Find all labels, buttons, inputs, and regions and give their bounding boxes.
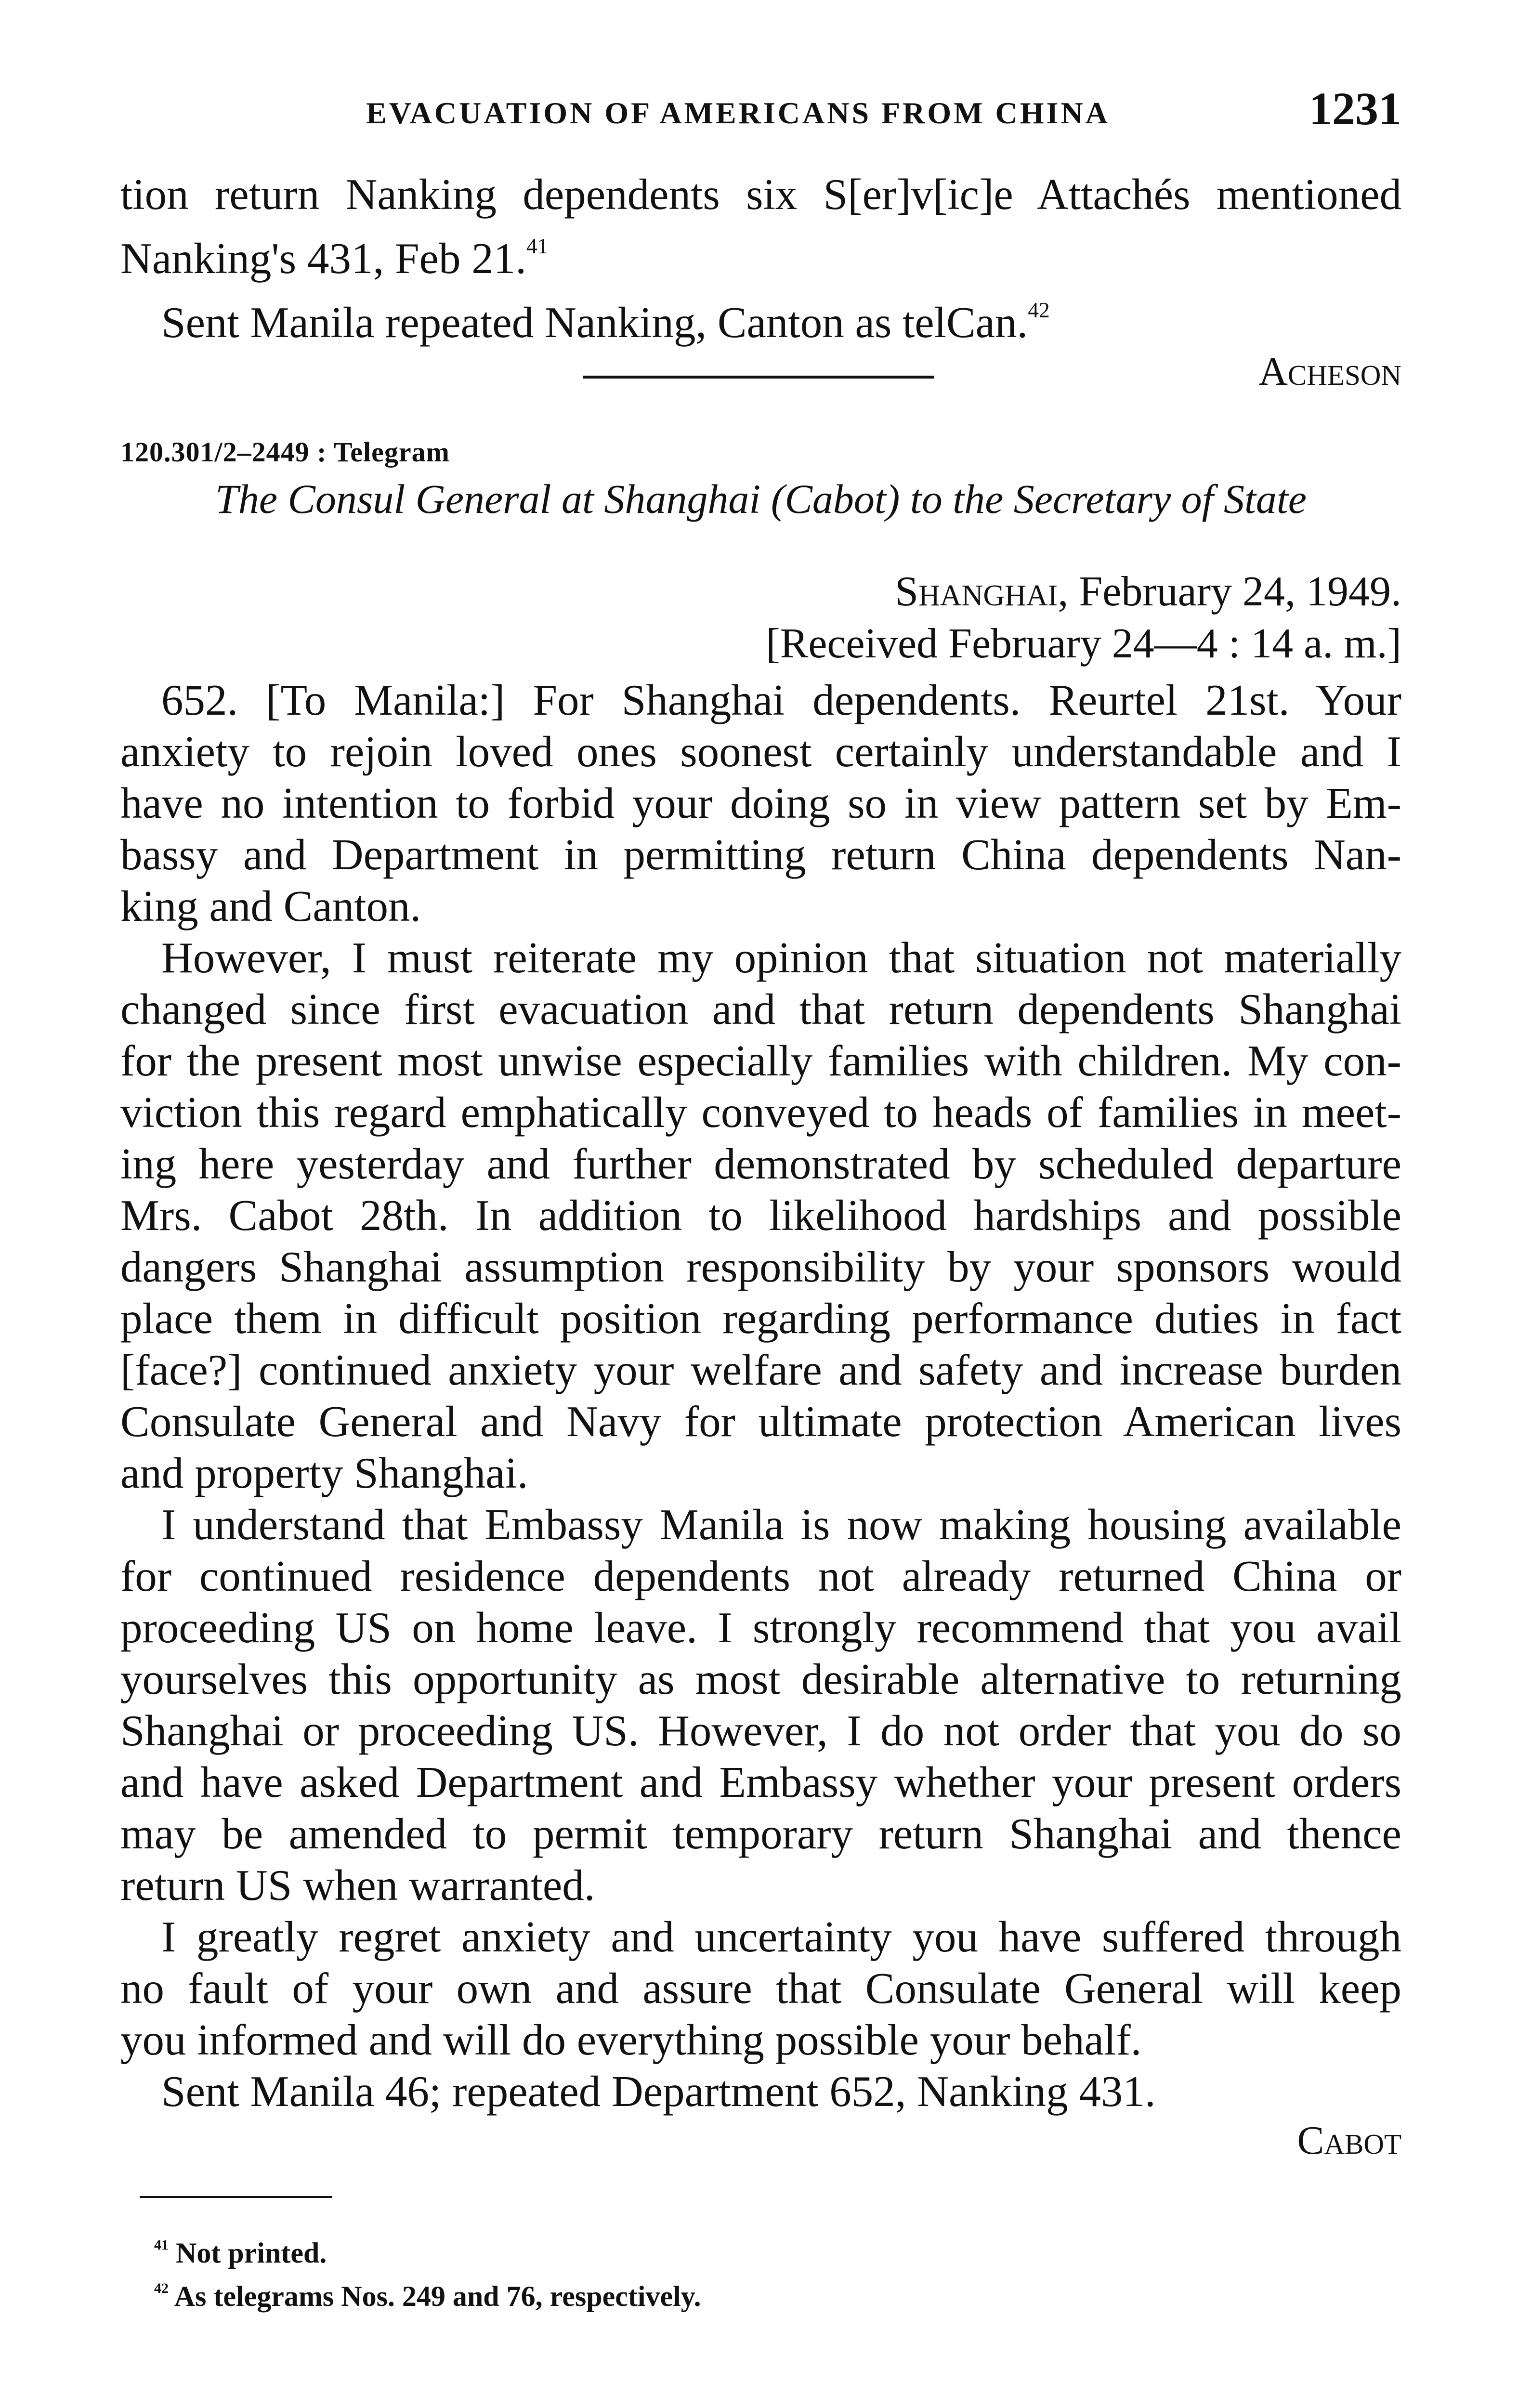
text-line: and have asked Department and Embassy whether your present orders <box>120 1758 1401 1806</box>
signature-cabot: Cabot <box>1297 2118 1401 2163</box>
text-line: However, I must reiterate my opinion that situation not materially <box>161 933 1401 982</box>
signature-acheson: Acheson <box>1258 349 1401 394</box>
text-line: yourselves this opportunity as most desirable alternative to returning <box>120 1655 1401 1703</box>
footnote-divider <box>140 2196 332 2198</box>
dateline-block <box>120 566 1401 670</box>
dateline-date: February 24, 1949. <box>1079 568 1401 615</box>
text-line: Consulate General and Navy for ultimate protection American lives <box>120 1397 1401 1446</box>
text-line: dangers Shanghai assumption responsibility by your sponsors would <box>120 1243 1401 1291</box>
text-line: king and Canton. <box>120 882 421 930</box>
text-line: return US when warranted. <box>120 1861 595 1910</box>
paragraph-5 <box>120 2066 1401 2117</box>
footnote-ref: 41 <box>526 234 549 258</box>
received-line: [Received February 24—4 : 14 a. m.] <box>766 620 1401 667</box>
paragraph-2 <box>120 932 1401 1499</box>
footnotes <box>154 2227 701 2314</box>
text-line: no fault of your own and assure that Consulate General will keep <box>120 1964 1401 2013</box>
footnote-mark: 42 <box>154 2280 169 2296</box>
text-line: may be amended to permit temporary return Shanghai and thence <box>120 1809 1401 1858</box>
paragraph-3 <box>120 1499 1401 1911</box>
text-line: you informed and will do everything possible your behalf. <box>120 2015 1142 2064</box>
text-line: 652. [To Manila:] For Shanghai dependents. Reurtel 21st. Your <box>161 676 1401 724</box>
dateline <box>120 566 1401 618</box>
text-line: and property Shanghai. <box>120 1449 528 1497</box>
text-line: Sent Manila 46; repeated Department 652, Nanking 431. <box>161 2067 1156 2116</box>
footnote-ref: 42 <box>1028 297 1050 322</box>
text-line: ing here yesterday and further demonstrated by scheduled departure <box>120 1139 1401 1188</box>
previous-document-end <box>120 169 1401 395</box>
paragraph-1 <box>120 674 1401 932</box>
telegram-header <box>120 436 1401 523</box>
footnote: $^{41}$ Not printed. <box>154 2237 327 2269</box>
page-number: 1231 <box>1309 83 1401 134</box>
document-title: The Consul General at Shanghai (Cabot) to the Secretary of State <box>215 476 1307 522</box>
text-line: tion return Nanking dependents six S[er]v[ic]e Attachés mentioned <box>120 170 1401 219</box>
footnote: $^{42}$ As telegrams Nos. 249 and 76, respectively. <box>154 2280 701 2312</box>
text-line: for the present most unwise especially families with children. My con- <box>120 1036 1401 1085</box>
text-line: bassy and Department in permitting return China dependents Nan- <box>120 830 1401 879</box>
text-line: viction this regard emphatically conveyed to heads of families in meet- <box>120 1088 1401 1137</box>
section-divider <box>583 376 934 379</box>
footnote-mark: 41 <box>154 2237 169 2253</box>
text-line: place them in difficult position regarding performance duties in fact <box>120 1294 1401 1343</box>
text-line: Shanghai or proceeding US. However, I do not order that you do so <box>120 1706 1401 1755</box>
text-line: anxiety to rejoin loved ones soonest certainly understandable and I <box>120 727 1401 776</box>
text-line: proceeding US on home leave. I strongly recommend that you avail <box>120 1603 1401 1652</box>
text-line: Sent Manila repeated Nanking, Canton as telCan.$^{42}$ <box>161 297 1050 347</box>
text-line: changed since first evacuation and that return dependents Shanghai <box>120 985 1401 1034</box>
text-line: Nanking's 431, Feb 21.41 <box>120 234 549 283</box>
telegram-body <box>120 674 1401 2164</box>
paragraph-4 <box>120 1911 1401 2066</box>
text-line: have no intention to forbid your doing so in view pattern set by Em- <box>120 779 1401 827</box>
text-line: I understand that Embassy Manila is now making housing available <box>161 1500 1401 1549</box>
file-id: 120.301/2–2449 : Telegram <box>120 436 450 468</box>
running-head <box>366 82 1401 140</box>
dateline-place: Shanghai, <box>895 568 1069 615</box>
text-line: for continued residence dependents not already returned China or <box>120 1552 1401 1600</box>
running-title: EVACUATION OF AMERICANS FROM CHINA <box>366 96 1110 130</box>
text-line: I greatly regret anxiety and uncertainty you have suffered through <box>161 1912 1401 1961</box>
text-line: Mrs. Cabot 28th. In addition to likelihood hardships and possible <box>120 1191 1401 1240</box>
text-line: [face?] continued anxiety your welfare and safety and increase burden <box>120 1346 1401 1394</box>
